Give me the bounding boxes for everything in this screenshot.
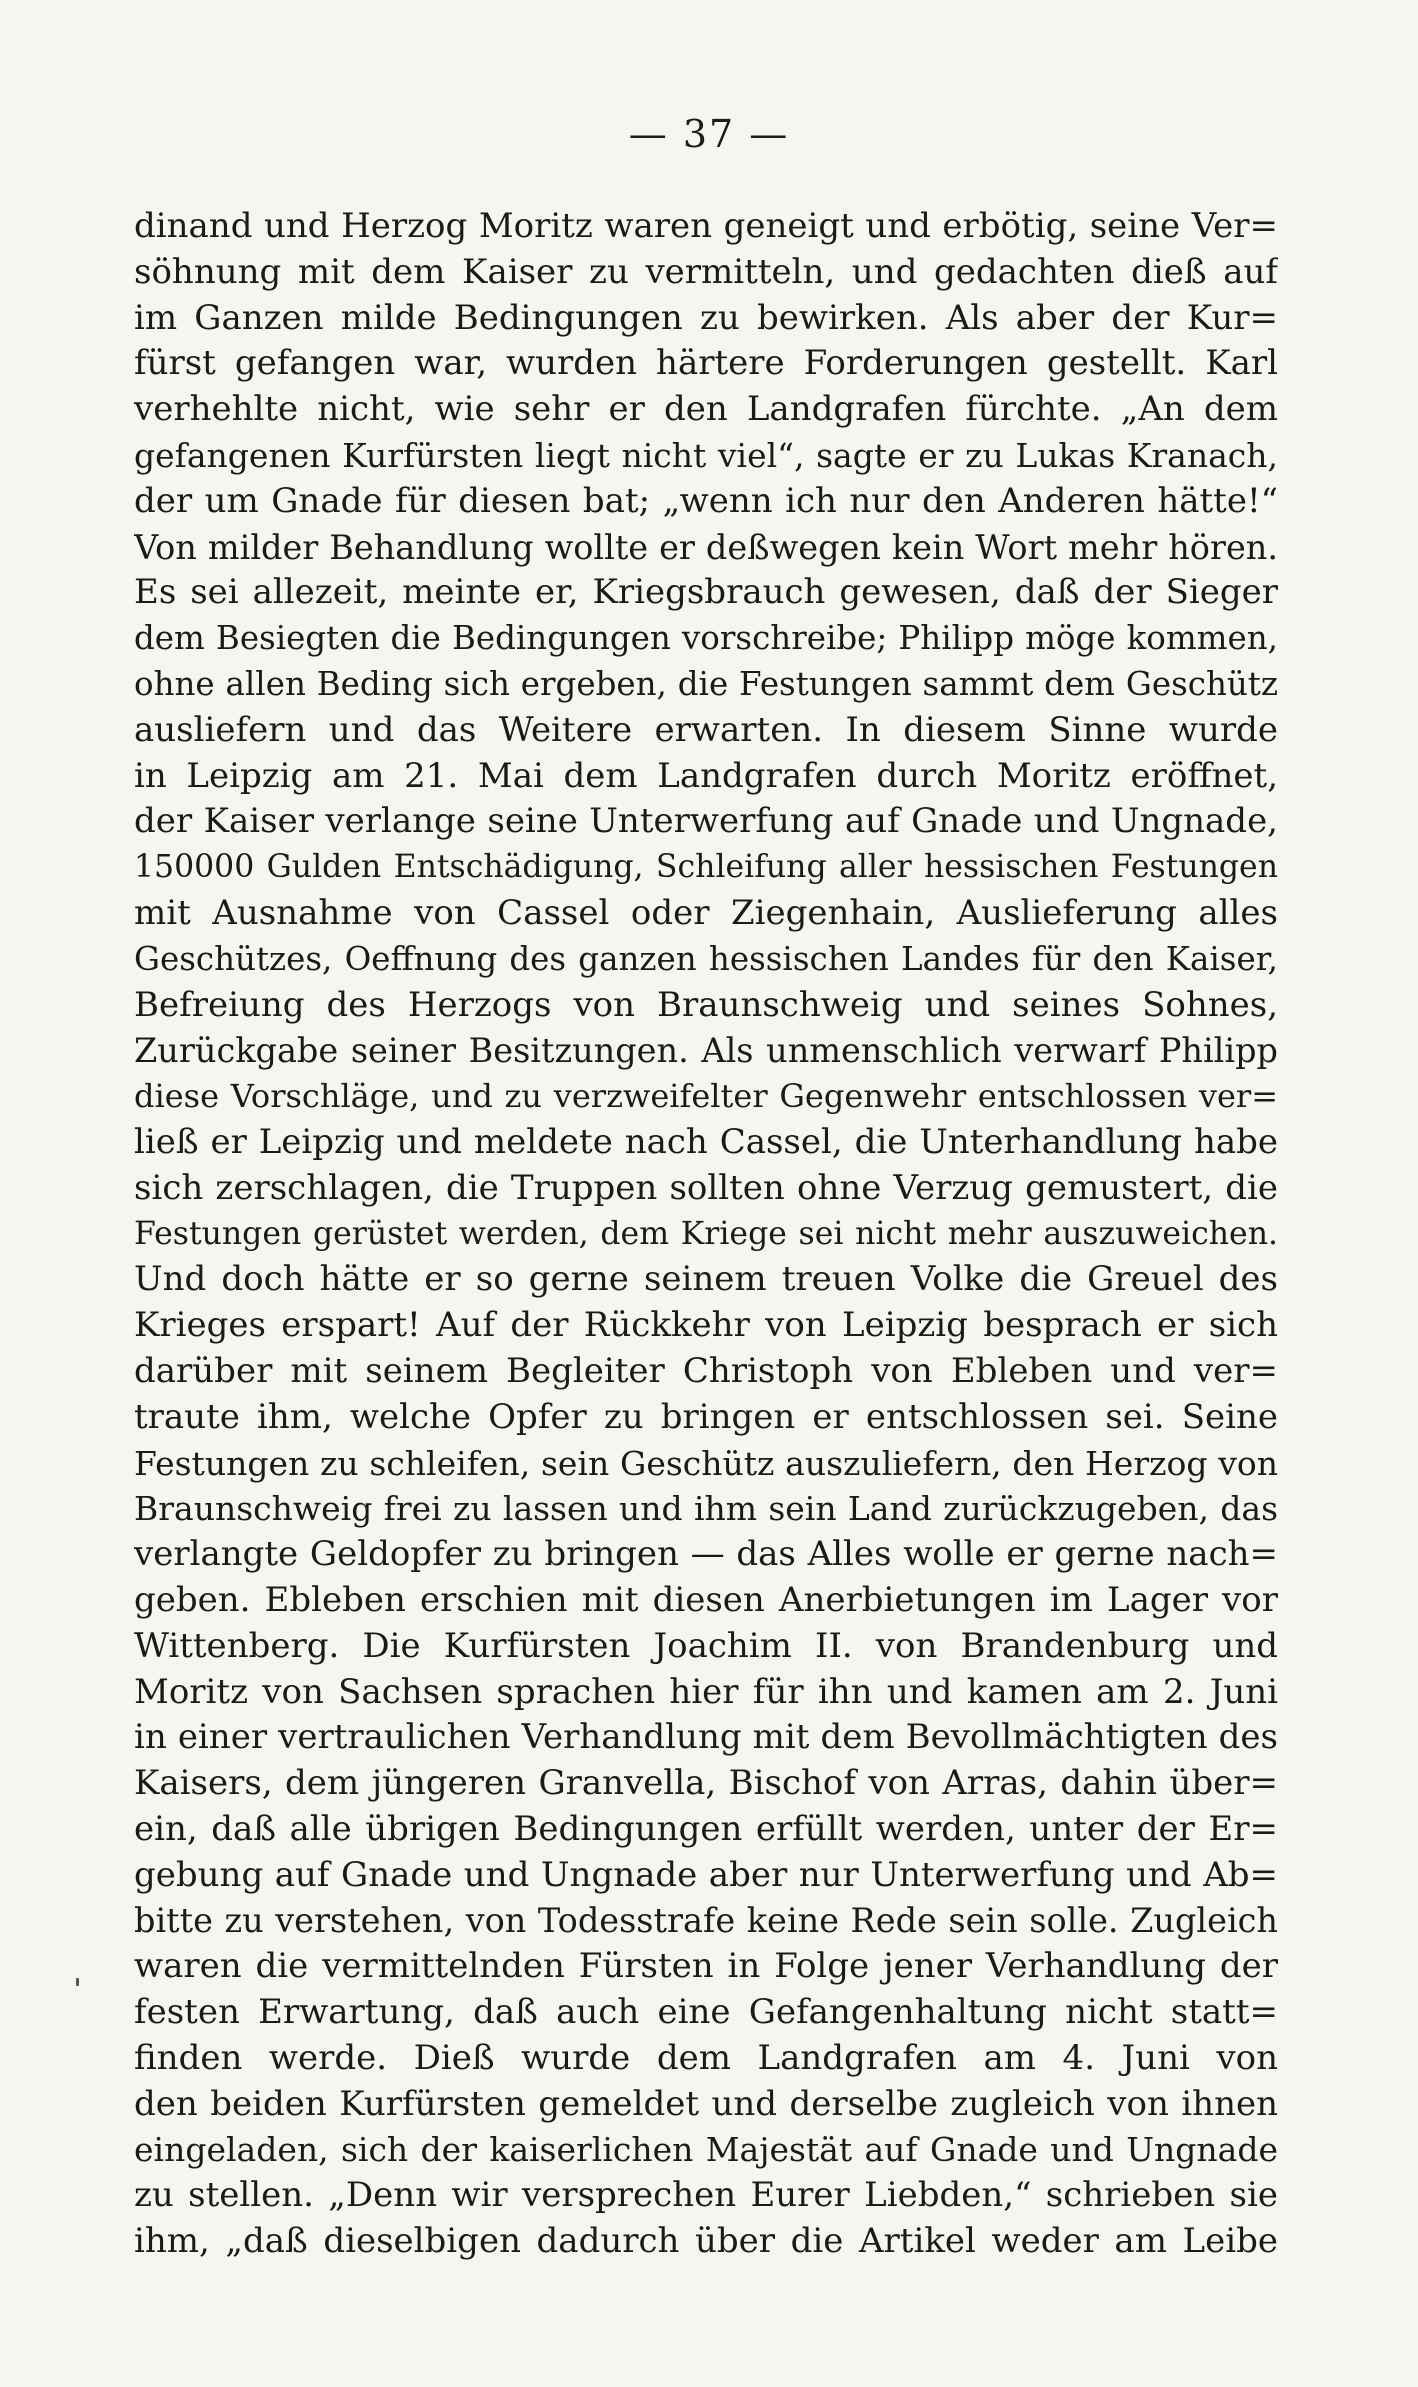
- text-line: Kaisers, dem jüngeren Granvella, Bischof von Arras, dahin über=: [134, 1763, 1278, 1804]
- text-line: ausliefern und das Weitere erwarten. In diesem Sinne wurde: [134, 709, 1278, 750]
- text-line: traute ihm, welche Opfer zu bringen er entschlossen sei. Seine: [134, 1396, 1278, 1437]
- text-line: darüber mit seinem Begleiter Christoph von Ebleben und ver=: [134, 1350, 1278, 1391]
- page-number: — 37 —: [628, 112, 790, 156]
- text-line: bitte zu verstehen, von Todesstrafe keine Rede sein solle. Zugleich: [134, 1901, 1278, 1941]
- text-line: Zurückgabe seiner Besitzungen. Als unmenschlich verwarf Philipp: [134, 1031, 1278, 1071]
- text-line: im Ganzen milde Bedingungen zu bewirken. Als aber der Kur=: [134, 297, 1278, 338]
- text-line: dinand und Herzog Moritz waren geneigt und erbötig, seine Ver=: [134, 206, 1278, 246]
- text-line: geben. Ebleben erschien mit diesen Anerbietungen im Lager vor: [134, 1579, 1278, 1620]
- text-line: mit Ausnahme von Cassel oder Ziegenhain, Auslieferung alles: [134, 892, 1278, 933]
- text-line: zu stellen. „Denn wir versprechen Eurer Liebden,“ schrieben sie: [134, 2175, 1278, 2216]
- text-line: gefangenen Kurfürsten liegt nicht viel“, sagte er zu Lukas Kranach,: [134, 435, 1278, 475]
- text-line: der Kaiser verlange seine Unterwerfung auf Gnade und Ungnade,: [134, 801, 1278, 842]
- text-line: Von milder Behandlung wollte er deßwegen kein Wort mehr hören.: [134, 527, 1278, 567]
- text-line: sich zerschlagen, die Truppen sollten ohne Verzug gemustert, die: [134, 1167, 1278, 1208]
- text-line: festen Erwartung, daß auch eine Gefangenhaltung nicht statt=: [134, 1992, 1278, 2033]
- text-line: söhnung mit dem Kaiser zu vermitteln, und gedachten dieß auf: [134, 251, 1278, 292]
- text-line: in Leipzig am 21. Mai dem Landgrafen durch Moritz eröffnet,: [134, 755, 1278, 796]
- text-line: diese Vorschläge, und zu verzweifelter Gegenwehr entschlossen ver=: [134, 1077, 1278, 1116]
- text-line: gebung auf Gnade und Ungnade aber nur Unterwerfung und Ab=: [134, 1854, 1278, 1895]
- text-line: der um Gnade für diesen bat; „wenn ich nur den Anderen hätte!“: [134, 480, 1278, 521]
- text-line: waren die vermittelnden Fürsten in Folge jener Verhandlung der: [134, 1946, 1278, 1987]
- body-text: [134, 204, 1278, 2265]
- text-line: Befreiung des Herzogs von Braunschweig und seines Sohnes,: [134, 984, 1278, 1025]
- text-line: Wittenberg. Die Kurfürsten Joachim II. von Brandenburg und: [134, 1625, 1278, 1666]
- text-line: fürst gefangen war, wurden härtere Forderungen gestellt. Karl: [134, 343, 1278, 384]
- text-line: Moritz von Sachsen sprachen hier für ihn und kamen am 2. Juni: [134, 1671, 1278, 1712]
- text-line: Und doch hätte er so gerne seinem treuen Volke die Greuel des: [134, 1259, 1278, 1300]
- text-line: ein, daß alle übrigen Bedingungen erfüllt werden, unter der Er=: [134, 1808, 1278, 1849]
- text-line: ließ er Leipzig und meldete nach Cassel, die Unterhandlung habe: [134, 1121, 1278, 1162]
- ink-speck: [76, 1978, 79, 1986]
- text-line: dem Besiegten die Bedingungen vorschreibe; Philipp möge kommen,: [134, 619, 1278, 658]
- text-line: verlangte Geldopfer zu bringen — das Alles wolle er gerne nach=: [134, 1534, 1278, 1575]
- text-line: Es sei allezeit, meinte er, Kriegsbrauch gewesen, daß der Sieger: [134, 572, 1278, 613]
- text-line: eingeladen, sich der kaiserlichen Majestät auf Gnade und Ungnade: [134, 2130, 1278, 2170]
- text-line: Festungen zu schleifen, sein Geschütz auszuliefern, den Herzog von: [134, 1443, 1278, 1483]
- text-line: Geschützes, Oeffnung des ganzen hessischen Landes für den Kaiser,: [134, 939, 1278, 978]
- text-line: 150000 Gulden Entschädigung, Schleifung aller hessischen Festungen: [134, 849, 1278, 886]
- text-line: ihm, „daß dieselbigen dadurch über die Artikel weder am Leibe: [134, 2221, 1278, 2262]
- text-line: verhehlte nicht, wie sehr er den Landgrafen fürchte. „An dem: [134, 389, 1278, 430]
- text-line: Festungen gerüstet werden, dem Kriege sei nicht mehr auszuweichen.: [134, 1215, 1278, 1252]
- text-line: finden werde. Dieß wurde dem Landgrafen am 4. Juni von: [134, 2037, 1278, 2078]
- text-line: den beiden Kurfürsten gemeldet und derselbe zugleich von ihnen: [134, 2083, 1278, 2124]
- text-line: Braunschweig frei zu lassen und ihm sein Land zurückzugeben, das: [134, 1489, 1278, 1529]
- text-line: ohne allen Beding sich ergeben, die Festungen sammt dem Geschütz: [134, 664, 1278, 703]
- text-line: in einer vertraulichen Verhandlung mit dem Bevollmächtigten des: [134, 1717, 1278, 1758]
- text-line: Krieges erspart! Auf der Rückkehr von Leipzig besprach er sich: [134, 1305, 1278, 1346]
